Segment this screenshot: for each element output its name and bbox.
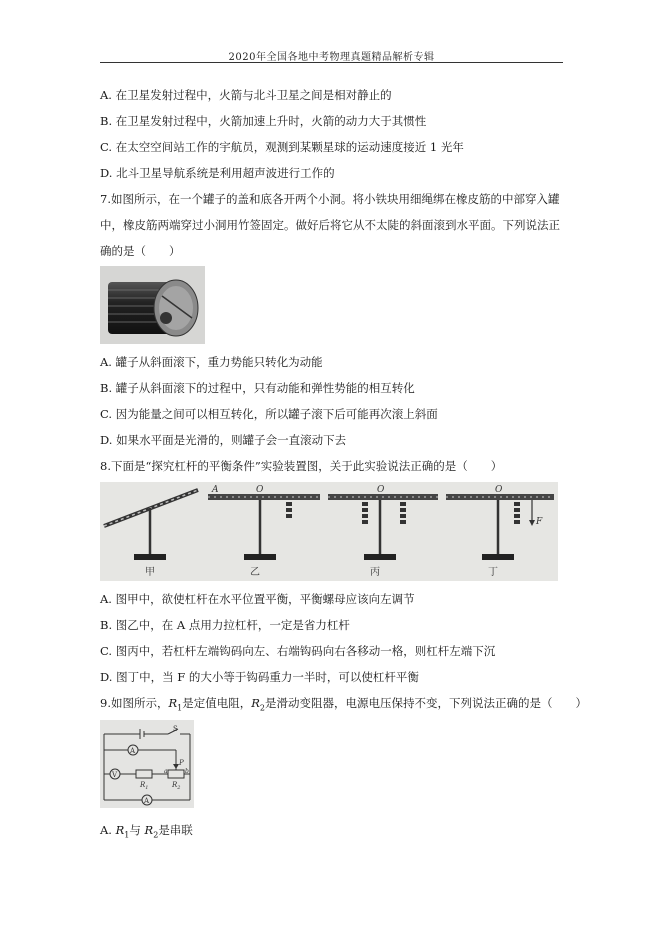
label-A2: A <box>144 797 150 805</box>
q9-option-a-prefix: A. <box>100 823 116 837</box>
label-ding: 丁 <box>488 567 498 578</box>
label-bing: 丙 <box>370 567 380 578</box>
label-O-yi: O <box>256 485 264 495</box>
q7-can-figure <box>100 266 205 344</box>
q7-option-c: C. 因为能量之间可以相互转化，所以罐子滚下后可能再次滚上斜面 <box>100 407 438 421</box>
page-header: 2020年全国各地中考物理真题精品解析专辑 <box>228 52 435 63</box>
q9-stem-r2: R <box>251 696 260 710</box>
q8-lever-figure <box>100 482 558 581</box>
q7-stem-line-3: 确的是（ ） <box>100 244 181 258</box>
q9-option-a <box>100 823 193 842</box>
label-R2: $R_2$ <box>172 781 181 791</box>
q9-stem <box>100 696 587 715</box>
q7-option-a: A. 罐子从斜面滚下，重力势能只转化为动能 <box>100 355 323 369</box>
q8-option-a: A. 图甲中，欲使杠杆在水平位置平衡，平衡螺母应该向左调节 <box>100 592 415 606</box>
q7-stem-line-2: 中，橡皮筋两端穿过小洞用竹签固定。做好后将它从不太陡的斜面滚到水平面。下列说法正 <box>100 218 560 232</box>
q7-stem-line-1: 7.如图所示，在一个罐子的盖和底各开两个小洞。将小铁块用细绳绑在橡皮筋的中部穿入罐 <box>100 192 560 206</box>
q9-circuit-figure <box>100 720 194 808</box>
q9-option-a-r1: R <box>115 823 125 837</box>
q9-stem-r1-sub: 1 <box>177 703 183 713</box>
label-a: a <box>164 768 168 775</box>
header-rule <box>100 62 563 63</box>
q9-stem-r2-sub: 2 <box>259 703 266 713</box>
q9-stem-r1: R <box>168 696 178 710</box>
label-A1: A <box>130 747 136 755</box>
label-V: V <box>112 771 118 779</box>
q8-option-d: D. 图丁中，当 F 的大小等于钩码重力一半时，可以使杠杆平衡 <box>100 670 419 684</box>
q6-option-b: B. 在卫星发射过程中，火箭加速上升时，火箭的动力大于其惯性 <box>100 114 427 128</box>
label-yi: 乙 <box>250 567 260 578</box>
q9-option-a-r1-sub: 1 <box>124 830 130 840</box>
label-b: b <box>185 768 189 775</box>
label-P: P <box>179 759 184 767</box>
q8-option-b: B. 图乙中，在 A 点用力拉杠杆，一定是省力杠杆 <box>100 618 350 632</box>
q9-option-a-end: 是串联 <box>158 823 193 837</box>
label-O-bing: O <box>377 485 385 495</box>
q9-stem-part-c: 是滑动变阻器，电源电压保持不变，下列说法正确的是（ ） <box>265 696 588 710</box>
label-S: S <box>173 725 178 733</box>
q8-stem: 8.下面是“探究杠杆的平衡条件”实验装置图，关于此实验说法正确的是（ ） <box>100 459 503 473</box>
q9-stem-part-a: 9.如图所示， <box>100 696 169 710</box>
q6-option-a: A. 在卫星发射过程中，火箭与北斗卫星之间是相对静止的 <box>100 88 392 102</box>
label-F: F <box>536 517 543 527</box>
q9-option-a-r2: R <box>144 823 154 837</box>
q7-option-d: D. 如果水平面是光滑的，则罐子会一直滚动下去 <box>100 433 347 447</box>
label-A: A <box>212 485 219 495</box>
q6-option-d: D. 北斗卫星导航系统是利用超声波进行工作的 <box>100 166 335 180</box>
q8-option-c: C. 图丙中，若杠杆左端钩码向左、右端钩码向右各移动一格，则杠杆左端下沉 <box>100 644 496 658</box>
label-O-ding: O <box>495 485 503 495</box>
label-jia: 甲 <box>145 567 155 578</box>
label-R1: $R_1$ <box>140 781 149 791</box>
q9-stem-part-b: 是定值电阻， <box>182 696 252 710</box>
q9-option-a-r2-sub: 2 <box>153 830 159 840</box>
q7-option-b: B. 罐子从斜面滚下的过程中，只有动能和弹性势能的相互转化 <box>100 381 415 395</box>
q6-option-c: C. 在太空空间站工作的宇航员，观测到某颗星球的运动速度接近 1 光年 <box>100 140 464 154</box>
q9-option-a-mid: 与 <box>129 823 145 837</box>
